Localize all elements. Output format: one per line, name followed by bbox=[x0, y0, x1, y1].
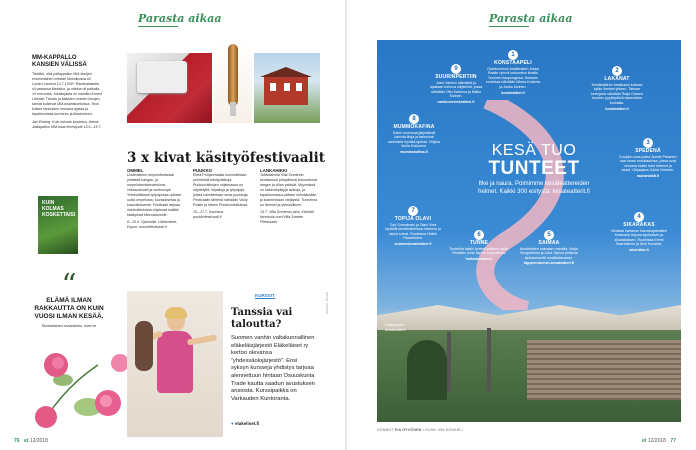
ribbon-decoration bbox=[447, 100, 597, 310]
puukko-knife-photo bbox=[214, 40, 252, 123]
page-footer bbox=[642, 438, 676, 444]
theatre-item bbox=[619, 138, 677, 179]
item-number: 2 bbox=[612, 66, 622, 76]
quote-source: Ruotsalainen sananlasku, kivet.se bbox=[41, 324, 97, 328]
item-body: Viinikasi kartanon harrastajateatteri Keravalla tarjoaa sijoituksen ja sikarakaksen. Rooleissa Emmi Saarelainen ja Kirsi Kuusela. bbox=[610, 228, 668, 247]
courses-link[interactable]: ● elakeliset.fi bbox=[231, 421, 260, 426]
photo-credit: KUVAT: ISTOCK bbox=[325, 292, 329, 315]
dancer-photo bbox=[127, 291, 223, 437]
hero-title-line: KESÄ TUO bbox=[491, 142, 577, 159]
item-number: 6 bbox=[474, 230, 484, 240]
credits bbox=[377, 428, 463, 432]
item-title: SPEDENÄ bbox=[635, 148, 661, 154]
courses-link-text[interactable]: elakeliset.fi bbox=[234, 421, 260, 426]
column-note: 14.7. Villa Svedenin piha, Kärkölä. facebook.com/Villa Sveden Pietarsaari bbox=[260, 210, 315, 225]
photo-caption: Laajasalon kesäteatteri bbox=[385, 322, 406, 332]
right-page bbox=[349, 0, 696, 450]
credits-separator: • bbox=[422, 428, 425, 432]
item-number: 8 bbox=[409, 114, 419, 124]
credits-prefix: DONNUT bbox=[377, 428, 394, 432]
hero-title-line: TUNTEET bbox=[488, 158, 580, 179]
credits-writer: PIA HYVÖNEN bbox=[394, 428, 422, 432]
item-body: Kaksi mummoa järjestävät kahvila-iltoja ja tarinoivat vanhoista hyvistä ajoista. Ohjaus Venla Kulkunen. bbox=[387, 130, 441, 149]
hero-title-block bbox=[444, 142, 624, 196]
festival-column-ommel bbox=[127, 168, 184, 230]
festival-title: 3 x kivat käsityöfestivaalit bbox=[127, 150, 325, 166]
item-body: Kesäteatterin kesäkausi kokoaa kylän ihmiset yhteen. Tarinan kertojana nähdään Raija Orasen tuoreen pyykkipäivä lakanoiden kohdalla. bbox=[591, 82, 643, 105]
magazine-name: et bbox=[23, 438, 29, 444]
villa-sveden-photo bbox=[254, 53, 320, 123]
item-title: SAIMAA bbox=[538, 240, 560, 246]
item-title: LAKANAT bbox=[604, 76, 630, 82]
roses-illustration bbox=[28, 345, 133, 433]
item-title: SIKARAKAS bbox=[623, 222, 655, 228]
festival-column-puukko bbox=[193, 168, 251, 220]
theatre-item bbox=[607, 212, 671, 253]
courses-badge: KURSSIT bbox=[255, 293, 275, 298]
courses-title: Tanssia vai taloutta? bbox=[231, 307, 293, 330]
book-cover bbox=[38, 196, 78, 254]
theatre-item bbox=[449, 230, 509, 261]
item-number: 7 bbox=[408, 206, 418, 216]
running-head: Parasta aikaa bbox=[489, 12, 573, 25]
sidebar-title-line: KANSIEN VÄLISSÄ bbox=[32, 62, 87, 68]
item-link[interactable]: hollolateatteri.fi bbox=[465, 256, 493, 261]
item-link[interactable]: tappeenrannan-kesateatteri.fi bbox=[523, 261, 575, 266]
column-note: 8.–10.6. Opinmäki, Lillhemlinte, Espoo. ommelfestivaali.fi bbox=[127, 220, 178, 230]
page-footer bbox=[14, 438, 48, 444]
theatre-item bbox=[519, 230, 579, 266]
column-heading: OMMEL bbox=[127, 168, 144, 173]
running-head: Parasta aikaa bbox=[138, 12, 222, 25]
item-link[interactable]: narhinmerenteatteri.fi bbox=[437, 99, 475, 104]
sidebar-title bbox=[32, 55, 102, 69]
sidebar-title-line: MM-KAPPALLO bbox=[32, 55, 77, 61]
item-link[interactable]: suomenkesateatteri.fi bbox=[394, 241, 432, 246]
quote-block bbox=[30, 268, 108, 329]
theatre-item bbox=[429, 64, 483, 105]
theatre-item bbox=[589, 66, 645, 111]
item-body: Topi Sorsakoski ja Olavi Virta löytävät kesäteatterissa toisensa ja laulut soivat. Rooleissa Heikki Paavilainen. bbox=[385, 222, 441, 241]
courses-box bbox=[127, 291, 319, 437]
column-heading: PUUKKO bbox=[193, 168, 213, 173]
item-number: 4 bbox=[634, 212, 644, 222]
item-link[interactable]: kesateatteri.fi bbox=[605, 106, 629, 111]
sewing-machine-photo bbox=[127, 53, 212, 123]
issue-number: 12/2018 bbox=[647, 438, 666, 444]
column-note: 15.–17.7. Kauhava. puukkofestivaali.fi bbox=[193, 210, 225, 220]
item-number: 3 bbox=[643, 138, 653, 148]
quote-text: ELÄMÄ ILMAN RAKKAUTTA ON KUIN VUOSI ILMAN KESÄÄ. bbox=[34, 297, 104, 320]
item-title: KONSTAAPELI bbox=[494, 60, 532, 66]
book-cover-title: KUIN KOLMAS KOSKETTAISI bbox=[42, 200, 76, 218]
item-title: TOPIJA OLAVI bbox=[394, 216, 432, 222]
issue-number: 12/2018 bbox=[29, 438, 48, 444]
sidebar-body: Tiesitkö, että pallappallon MM-kisojen ensimmäinen mestari Meksikossa oli Lucien Laurent 13.7.1930? Ranskalaisella oli vastassa Meksiko, ja ottelua oli paikalla 19 minuuttia. Kisakirjasta on mainittu Ernest Libérati. Tämän ja kaikkien muiden kisojen tarinat kulkevat MM-kisahistoriikissa. Teos kulkee tarinoiden mukana ajassa ja tapahtumissa kuvineen ja tilastoineen. bbox=[32, 72, 102, 116]
magazine-name: et bbox=[642, 438, 647, 444]
item-number: 5 bbox=[544, 230, 554, 240]
column-heading: LANKAHIKKI bbox=[260, 168, 288, 173]
credits-photos: KUVA: INA KOUKELI bbox=[425, 428, 463, 432]
item-body: Kuopion oma poika Spede Pasanen saa oman musikaalinsa, jossa ovat mukana kaikki tutut hahmot ja laulut. Ohjaajana Jukka Virtanen. bbox=[619, 154, 677, 173]
theatre-item bbox=[485, 50, 541, 95]
item-link[interactable]: rauhanlahti.fi bbox=[636, 173, 660, 178]
sidebar-article bbox=[32, 55, 102, 130]
audience-stands bbox=[527, 340, 681, 400]
festival-column-lankahikki bbox=[260, 168, 320, 225]
column-body: Uudenlainen ompelufestivaali yhdistää kangas- ja ompelutarvikemarkkinat, virkkausklubit ja workshopit. Yhteisöllisissä työpajoissa opitaan uutta ompelusta, tuunauksesta ja kaavoituksesta. Festivaali tarjoaa mielenkiintoista ohjelmaa kaikille käsityöstä kiinnostuneille. bbox=[127, 173, 182, 218]
item-link[interactable]: sikarakas.fi bbox=[629, 247, 649, 252]
hero-subtitle: Itke ja naura. Poimimme kesäteattereiden helmet. Kaikki 300 esitystä: kesateatterit.fi bbox=[478, 181, 590, 195]
item-number: 9 bbox=[451, 64, 461, 74]
item-title: TUNNE bbox=[469, 240, 489, 246]
item-number: 1 bbox=[508, 50, 518, 60]
courses-body: Suomen vanhin valtakunnallinen eläkeläisjärjestö Eläkeläiset ry kertoo olevansa ”yhdessäolojärjestö”. Ensi syksyn kursseja yhdistys tarjoaa alennettuun hintaan Osuuskunta Trade kautta saadun avustuksen ansiosta. Kurssipaikka on Varkauden Kuntoranta. bbox=[231, 335, 315, 402]
theatre-item bbox=[385, 206, 441, 247]
item-body: Kesäteatteri saimaan rannalla. Marjo Bergströmin ja Juha Tapion johtama laulukonsertti musiikkilauseen. bbox=[519, 246, 579, 260]
item-title: SUURINPERTIIN bbox=[435, 74, 477, 80]
sidebar-note: Jari Ekberg: Kuin kolmas kosketus. Atena: Jalkapallon MM-kisat ilmestyvät 15.6.–15.7. bbox=[32, 120, 102, 129]
page-number: 76 bbox=[14, 438, 20, 444]
column-body: Etelä-Pohjanmaalla kunnioitetaan perinteisiä käsityötaitoja. Puukkoviikkojen ohjelmassa on näyttelyitä, kilpailuja ja työpajoja, joissa valmistetaan omia puukkoja. Festivaalin tähtenä nähdään Vicky Rostin ja hänen Puukkoniekkansa. bbox=[193, 173, 249, 208]
item-body: Jussi Vainion elämästä ja ajastaan kertova näytelmä, jossa nähdään Otto Kanerva ja Mikko Kivinen. bbox=[429, 80, 483, 99]
quote-marks-icon: “ bbox=[61, 268, 77, 303]
page-number: 77 bbox=[670, 438, 676, 444]
item-body: Outokummun kesäteatteri Jukka Raatin ryhmä kokoontuu ilmailu Suomen kaupungissa. Keisarin rooleissa nähdään Minna Koskela ja Jukka Kivinen. bbox=[486, 66, 540, 89]
left-page bbox=[0, 0, 346, 450]
theatre-item bbox=[387, 114, 441, 155]
item-link[interactable]: mummokafina.fi bbox=[400, 149, 428, 154]
item-body: Tunteella kaikki tunteet pääsee esille. Tehdään Juha Tapion kappaleista. bbox=[449, 246, 509, 256]
column-body: Taidekahvila Villa Svedenin kesäisessä pihapiirissä kokoontuvat langan ja villan ystävät. Myynnissä on käsinvärjättyjä lankoja, ja tapahtumassa pääsee kehräämään ja kokeilemaan värjäystä. Tunnelma on lämmin ja yhteisöllinen. bbox=[260, 173, 318, 208]
item-title: MUMMOKAFINA bbox=[393, 124, 435, 130]
item-link[interactable]: kesateatteri.fi bbox=[501, 90, 525, 95]
